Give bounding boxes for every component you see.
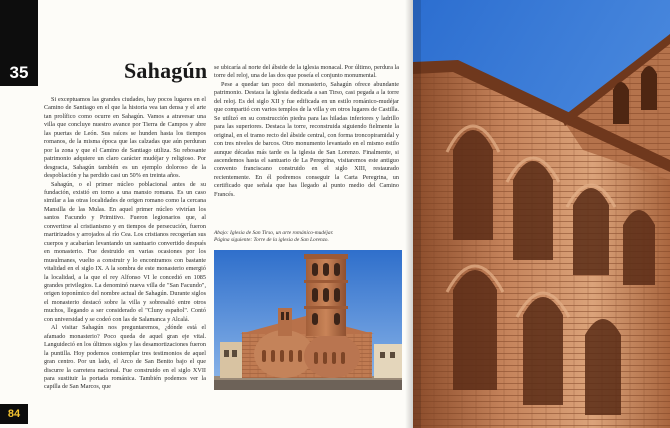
- paragraph: Pese a quedar tan poco del monasterio, Sahagún ofrece abundante patrimonio. Destaca la iglesia dedicada a san Tirso, casi pegada a la torre del reloj. Es del siglo XII y fue edificada en un estilo románico-mudéjar que compartió con varios templos de la villa y en otros lugares de Castilla. Se utilizó en su construcción piedra para las hiladas inferiores y ladrillo para las superiores. Destaca la torre, reconstruida siguiendo fielmente la original, en el tramo recto del ábside central, con forma troncopiramidal y con tres niveles de barcos. Otro monumento levantado en el mismo estilo aunque décadas más tarde es la iglesia de San Lorenzo. Finalmente, si ascendemos hasta el santuario de La Peregrina, visitaremos este antiguo convento franciscano construido en el siglo XIII, restaurado recientemente. En él podremos conseguir la Carta Peregrina, un certificado que señala que has llegado al punto medio del Camino Francés.: [214, 80, 399, 198]
- caption-line: Abajo: Iglesia de San Tirso, un arte románico-mudéjar.: [214, 230, 334, 236]
- right-page-tower-photo: [413, 0, 670, 428]
- tower-photo-image: [413, 0, 670, 428]
- paragraph: Si exceptuamos las grandes ciudades, hay pocos lugares en el Camino de Santiago en el que la historia vea tan densa y el arte tan prolífico como ocurre en Sahagún. Vamos a atravesar una villa que concluye nuestro avance por Tierra de Campos y abre las puertas de León. Sus raíces se hunden hasta los tiempos romanos, de la misma época que las calzadas que aún perduran por la zona y que el Camino de Santiago utiliza. Su rebosante patrimonio adquiere un claro carácter mudéjar y religioso. Por desgracia, Sahagún también es un ejemplo doloroso de la despoblación y ha perdido casi un 50% en treinta años.: [44, 96, 206, 180]
- book-gutter: [405, 0, 413, 428]
- church-photo-image: [214, 250, 402, 390]
- paragraph: se ubicaría al norte del ábside de la iglesia monacal. Por último, perdura la torre del reloj, una de las dos que poseía el conjunto monumental.: [214, 64, 399, 80]
- chapter-number: 35: [9, 63, 29, 82]
- text-column-right: [214, 64, 399, 222]
- page-title: Sahagún: [124, 58, 208, 83]
- caption-line: Página siguiente: Torre de la iglesia de San Lorenzo.: [214, 237, 329, 243]
- paragraph: Sahagún, o el primer núcleo poblacional antes de su fundación, existió en torno a una mansio romana. Es un caso similar a las otras localidades de origen romano como la cercana Mansilla de las Mulas. En aquel primer núcleo vivirían los santos Facundo y Primitivo. Fueron legionarios que, al convertirse al cristianismo y en tiempos de persecución, fueron martirizados y arrojados al río Cea. Los cristianos recogerían sus cuerpos y acabarían levantando un santuario convertido después en monasterio. Fue destruido en varias ocasiones por los musulmanes, vuelto a construir y lo encontramos con bastante vitalidad en el siglo IX. A la sombra de este monasterio emergió la localidad, a la que el rey Alfonso VI le concedió en 1085 grandes privilegios. La denominó nueva villa de "San Facundo", origen toponímico del nombre actual de Sahagún. Durante siglos el monasterio destacó sobre la villa y sobresalió entre otros muchos, llegando a ser considerado el "Cluny español". Contó con universidad y se codeó con las de Salamanca y Alcalá.: [44, 180, 206, 323]
- paragraph: Al visitar Sahagún nos preguntaremos, ¿dónde está el afamado monasterio? Poco queda de aquel gran eje vital. Languideció en los últimos siglos y las desamortizaciones fueron la puntilla. Hoy podemos contemplar tres testimonios de aquel gran centro. Por un lado, el Arco de San Benito bajo el que discurre la carretera nacional. Fue construido en el siglo XVII para sustituir la portada románica. También podemos ver la capilla de San Marcos, que: [44, 324, 206, 391]
- page-number: 84: [7, 408, 21, 420]
- text-column-left: [44, 96, 206, 400]
- photo-caption: [214, 230, 399, 244]
- church-photo: [214, 250, 402, 390]
